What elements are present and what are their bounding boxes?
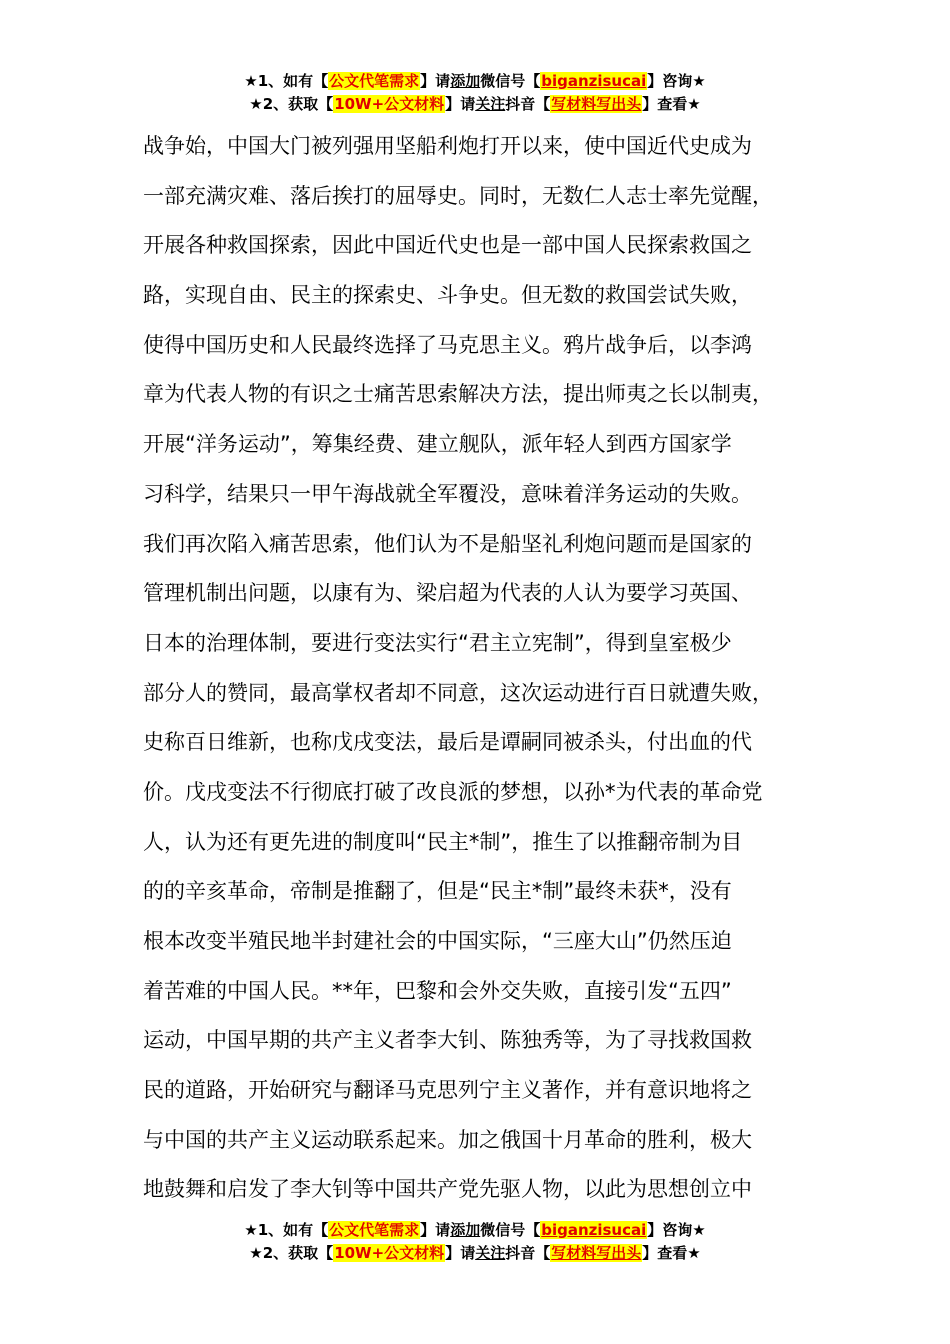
banner-line-1 <box>0 1219 950 1242</box>
body-line: 管理机制出问题，以康有为、梁启超为代表的人认为要学习英国、 <box>143 581 752 606</box>
body-line: 章为代表人物的有识之士痛苦思索解决方法，提出师夷之长以制夷， <box>143 382 773 407</box>
banner-text: ★2、获取【 <box>249 1244 334 1262</box>
banner-text: 】查看★ <box>642 95 701 113</box>
body-line: 开展各种救国探索，因此中国近代史也是一部中国人民探索救国之 <box>143 233 752 258</box>
body-line: 战争始，中国大门被列强用坚船利炮打开以来，使中国近代史成为 <box>143 134 752 158</box>
banner-text: 微信号【 <box>480 1221 541 1239</box>
banner-line-2 <box>0 1242 950 1265</box>
highlight-douyin-account: 写材料写出头 <box>551 1244 642 1262</box>
body-line: 使得中国历史和人民最终选择了马克思主义。鸦片战争后，以李鸿 <box>143 332 752 357</box>
body-line: 根本改变半殖民地半封建社会的中国实际，“三座大山”仍然压迫 <box>143 929 732 953</box>
banner-text: 】咨询★ <box>647 1221 706 1239</box>
banner-text: ★1、如有【 <box>244 72 329 90</box>
banner-text: ★2、获取【 <box>249 95 334 113</box>
highlight-wechat-id: biganzisucai <box>541 72 647 90</box>
footer-banner <box>0 1219 950 1265</box>
body-line: 的的辛亥革命，帝制是推翻了，但是“民主*制”最终未获*，没有 <box>143 879 732 904</box>
body-line: 部分人的赞同，最高掌权者却不同意，这次运动进行百日就遭失败， <box>143 680 773 705</box>
body-line: 史称百日维新，也称戊戌变法，最后是谭嗣同被杀头，付出血的代 <box>143 730 752 755</box>
highlight-douyin-account: 写材料写出头 <box>551 95 642 113</box>
body-line: 运动，中国早期的共产主义者李大钊、陈独秀等，为了寻找救国救 <box>143 1028 752 1053</box>
body-line: 价。戊戌变法不行彻底打破了改良派的梦想，以孙*为代表的革命党 <box>143 779 763 804</box>
banner-text: 】请 <box>420 1221 451 1239</box>
banner-emphasis: 关注 <box>475 1244 506 1262</box>
banner-text: 】咨询★ <box>647 72 706 90</box>
body-line: 地鼓舞和启发了李大钊等中国共产党先驱人物，以此为思想创立中 <box>143 1177 752 1202</box>
body-line: 着苦难的中国人民。**年，巴黎和会外交失败，直接引发“五四” <box>143 978 732 1003</box>
body-line: 路，实现自由、民主的探索史、斗争史。但无数的救国尝试失败， <box>143 283 752 308</box>
banner-emphasis: 添加 <box>450 72 481 90</box>
body-line: 与中国的共产主义运动联系起来。加之俄国十月革命的胜利，极大 <box>143 1127 752 1152</box>
banner-text: 抖音【 <box>505 95 551 113</box>
banner-text: 微信号【 <box>480 72 541 90</box>
body-line: 我们再次陷入痛苦思索，他们认为不是船坚礼利炮问题而是国家的 <box>143 531 752 556</box>
body-line: 人，认为还有更先进的制度叫“民主*制”，推生了以推翻帝制为目 <box>143 829 743 854</box>
banner-text: ★1、如有【 <box>244 1221 329 1239</box>
banner-emphasis: 添加 <box>450 1221 481 1239</box>
document-body <box>143 122 833 1215</box>
banner-line-2 <box>0 93 950 116</box>
body-line: 习科学，结果只一甲午海战就全军覆没，意味着洋务运动的失败。 <box>143 481 752 506</box>
body-line: 一部充满灾难、落后挨打的屈辱史。同时，无数仁人志士率先觉醒， <box>143 183 773 208</box>
highlight-service: 公文代笔需求 <box>329 72 420 90</box>
highlight-materials: 10W+公文材料 <box>334 1244 445 1262</box>
body-line: 日本的治理体制，要进行变法实行“君主立宪制”，得到皇室极少 <box>143 630 732 655</box>
banner-line-1 <box>0 70 950 93</box>
header-banner <box>0 70 950 116</box>
banner-text: 抖音【 <box>505 1244 551 1262</box>
banner-text: 】查看★ <box>642 1244 701 1262</box>
banner-text: 】请 <box>445 95 476 113</box>
banner-text: 】请 <box>420 72 451 90</box>
body-line: 民的道路，开始研究与翻译马克思列宁主义著作，并有意识地将之 <box>143 1078 752 1103</box>
highlight-service: 公文代笔需求 <box>329 1221 420 1239</box>
banner-text: 】请 <box>445 1244 476 1262</box>
banner-emphasis: 关注 <box>475 95 506 113</box>
highlight-materials: 10W+公文材料 <box>334 95 445 113</box>
body-line: 开展“洋务运动”，筹集经费、建立舰队，派年轻人到西方国家学 <box>143 432 732 457</box>
highlight-wechat-id: biganzisucai <box>541 1221 647 1239</box>
